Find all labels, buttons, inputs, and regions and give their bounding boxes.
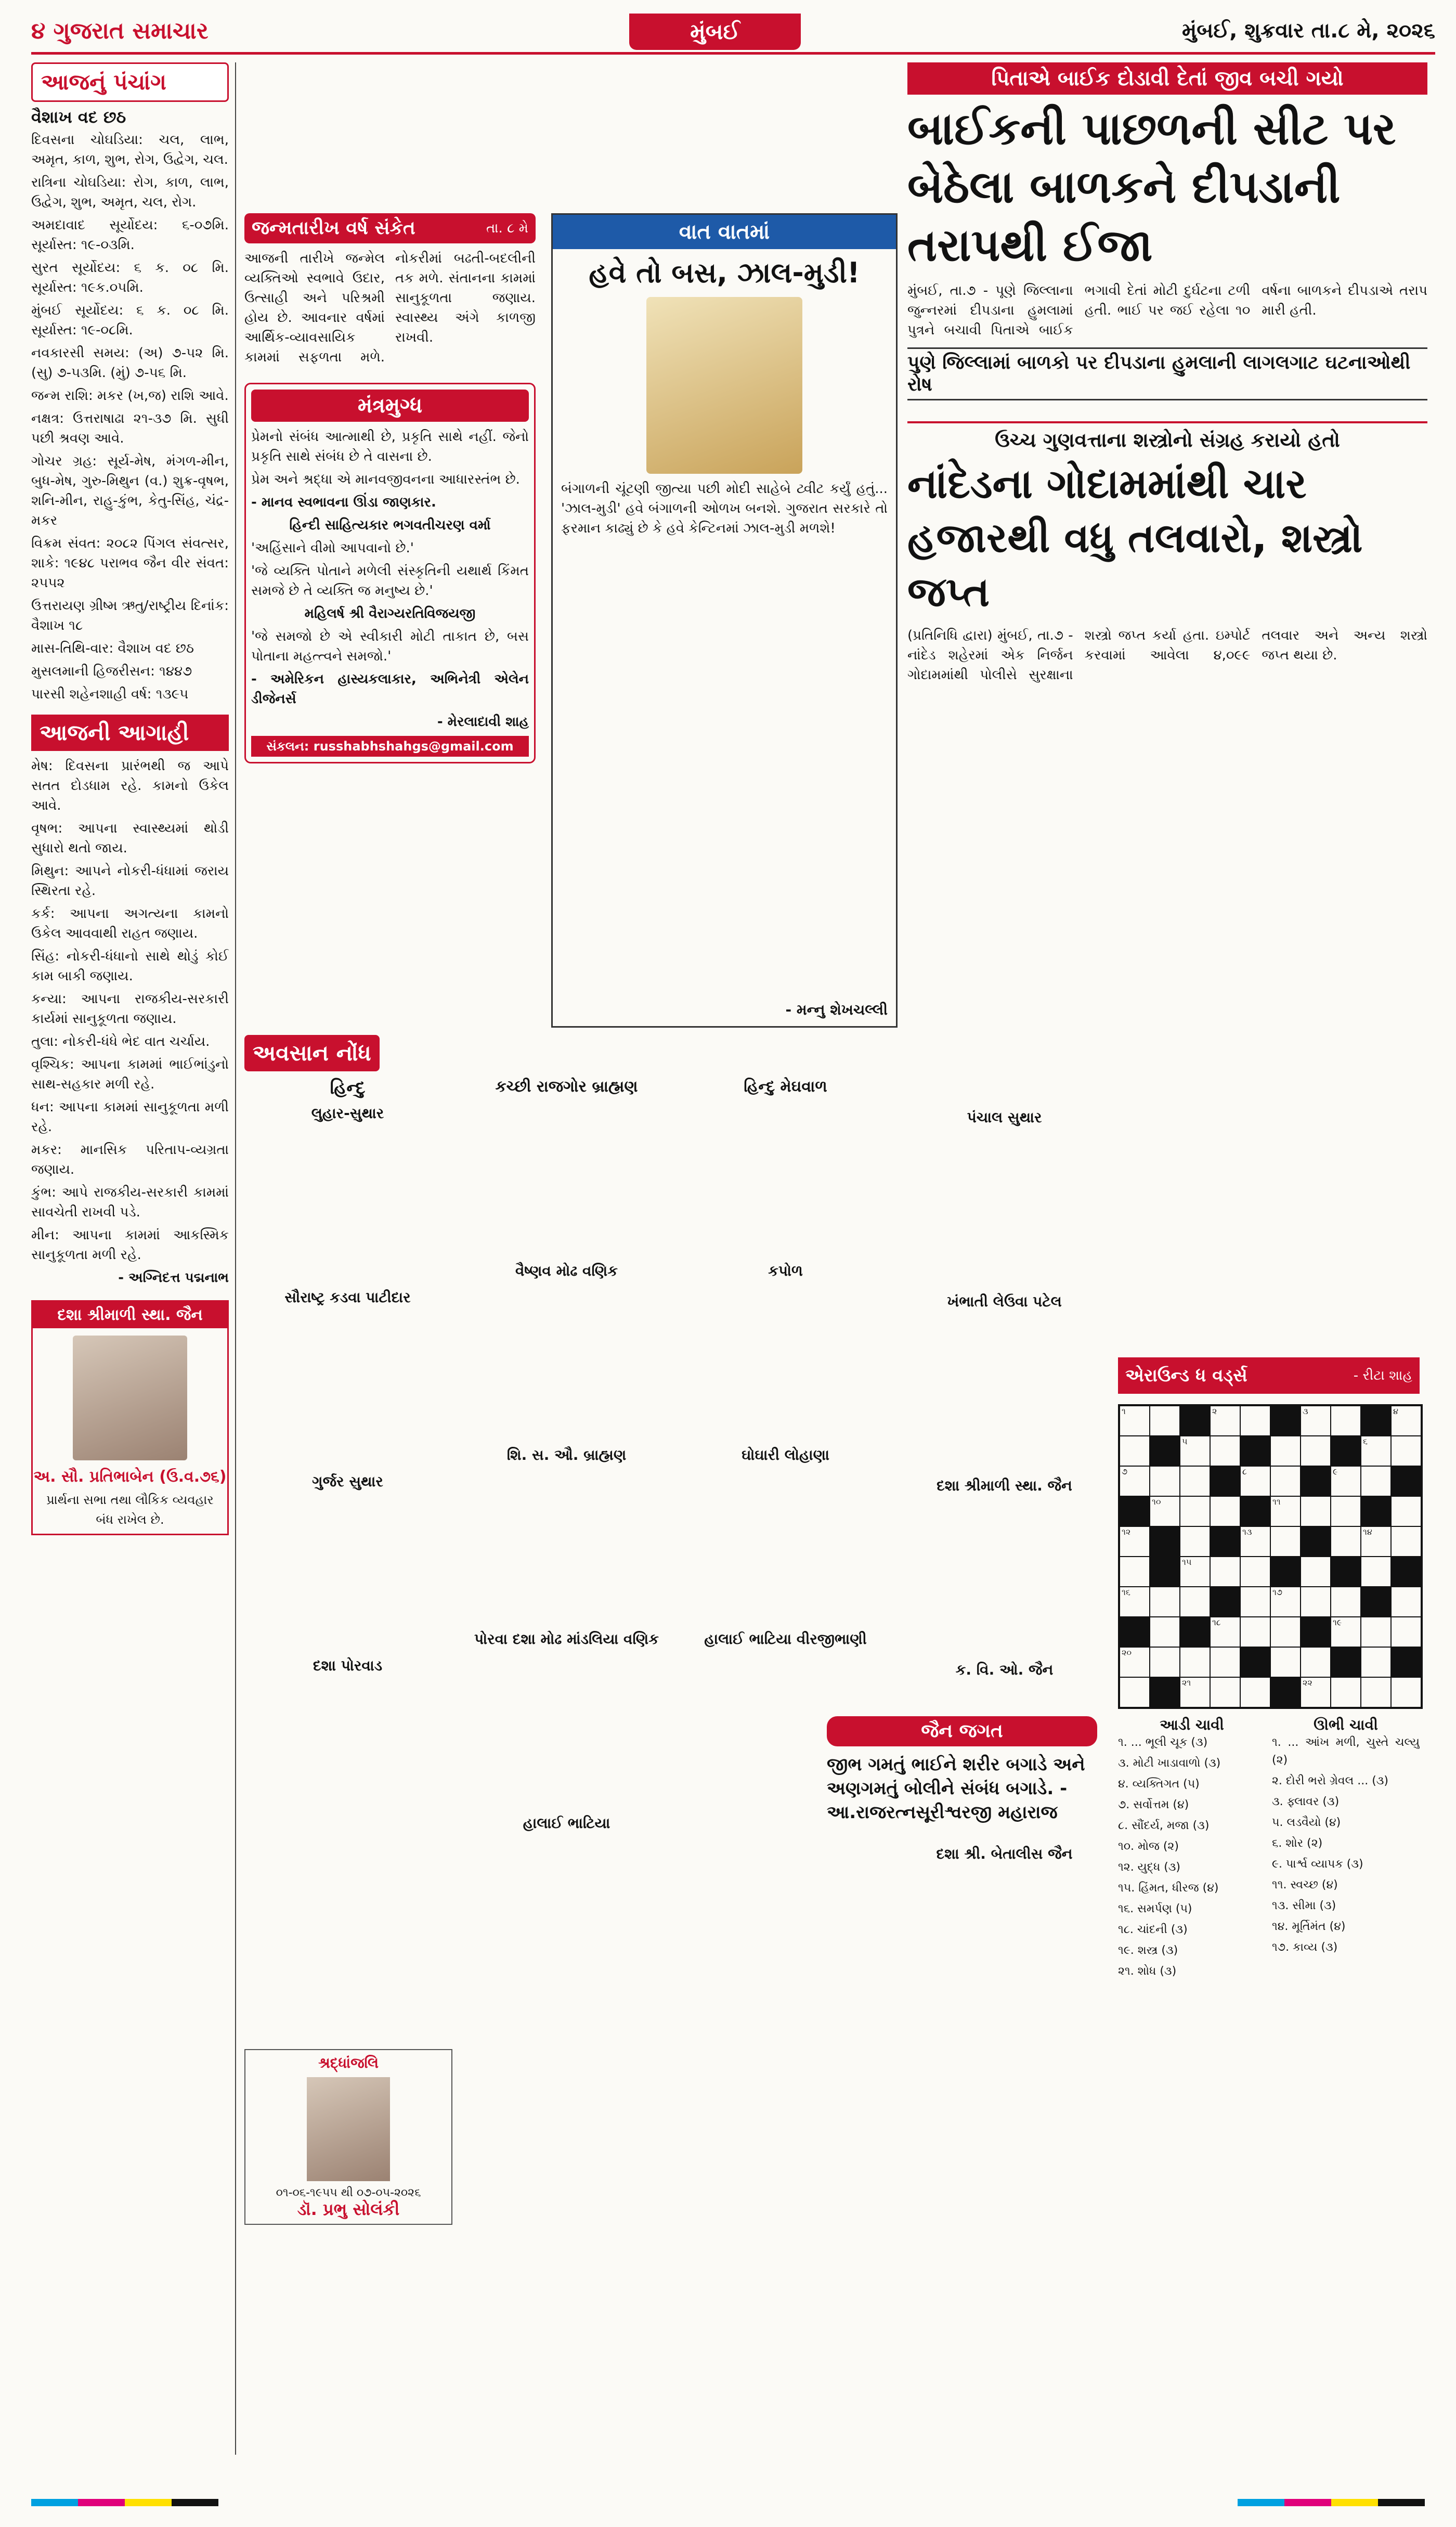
clue: ૧. ... આંખ મળી, ચુસ્તે ચલ્યુ (૨) [1272,1736,1420,1767]
quote-line: હિન્દી સાહિત્યકાર ભગવતીચરણ વર્મા [289,517,491,533]
forecast-line: તુલા: નોકરી-ધંધે ભેદ વાત ચર્ચાય. [31,1034,210,1049]
avsan-title: અવસાન નોંધ [244,1035,380,1071]
community-heading: કચ્છી રાજગોર બ્રાહ્મણ [495,1078,638,1096]
quote-line: મહિલર્ષ શ્રી વૈરાગ્યરતિવિજયજી [304,606,476,621]
community-heading: પોરવા દશા મોઢ માંડલિયા વણિક [474,1630,659,1648]
crossword-clues [1118,1716,1420,2184]
cartoon-illustration [646,297,802,474]
down-list [1272,1734,1420,1956]
clue: ૨. દોરી ભરો ગ્રેવલ ... (૩) [1272,1774,1389,1787]
panchang-line: જન્મ રાશિ: મકર (ખ,જ) રાશિ આવે. [31,388,229,404]
section-tab[interactable]: મુંબઈ [629,14,801,50]
community-heading: શિ. સ. ઔ. બ્રાહ્મણ [506,1446,627,1463]
clue: ૭. સર્વોત્તમ (૪) [1118,1798,1189,1811]
clue: ૧. ... ભૂલી ચૂક (૩) [1118,1736,1208,1749]
panchang-body [31,107,229,704]
forecast-line: મકર: માનસિક પરિતાપ-વ્યગ્રતા જણાય. [31,1142,229,1177]
down-clues [1272,1716,1420,2184]
quote-line: પ્રેમનો સંબંધ આત્માથી છે, પ્રકૃતિ સાથે નહીં. જેનો પ્રકૃતિ સાથે સંબંધ છે તે વાસના છે. [251,429,529,464]
column-left [31,62,229,2465]
lead-stories [907,62,1427,1030]
clue: ૪. વ્યક્તિગત (૫) [1118,1778,1200,1791]
across-clues [1118,1716,1266,2184]
panchang-title: આજનું પંચાંગ [31,62,229,102]
community-heading: ઘોઘારી લોહાણા [742,1446,829,1463]
page-number-title: ૪ ગુજરાત સમાચાર [31,18,209,44]
clue: ૧૩. સીમા (૩) [1272,1899,1336,1912]
panchang-line: વૈશાખ વદ છઠ [31,107,126,127]
forecast-line: કન્યા: આપના રાજકીય-સરકારી કાર્યમાં સાનુકૂળતા જણાય. [31,991,229,1027]
panchang-line: માસ-તિથિ-વાર: વૈશાખ વદ છઠ [31,641,194,656]
clue: ૫. લડવૈયો (૪) [1272,1816,1341,1829]
forecast-line: ધન: આપના કામમાં સાનુકૂળતા મળી રહે. [31,1099,229,1135]
registration-strip [31,2499,218,2506]
clue: ૧૧. સ્વચ્છ (૪) [1272,1878,1338,1891]
community-heading: ગુર્જર સુથાર [312,1473,383,1490]
mantramugdh-contact: સંકલન: russhabhshahgs@gmail.com [251,736,529,757]
janmatarikh-title: જન્મતારીખ વર્ષ સંકેત [252,217,415,239]
jain-headline: જીભ ગમતું ભાઈને શરીર બગાડે અને અણગમતું બોલીને સંબંધ બગાડે. - આ.રાજરત્નસૂરીશ્વરજી મહારાજ [827,1754,1085,1823]
community-heading: હાલાઈ ભાટિયા [523,1815,610,1832]
panchang-line: વિક્રમ સંવત: ૨૦૮૨ પિંગલ સંવત્સર, શાકે: ૧૯૪૮ પરાભવ જૈન વીર સંવત: ૨૫૫૨ [31,536,229,591]
forecast-line: વૃશ્ચિક: આપના કામમાં ભાઈભાંડુનો સાથ-સહકાર મળી રહે. [31,1057,229,1092]
panchang-line: મુસલમાની હિજરીસન: ૧૪૪૭ [31,664,192,679]
clue: ૬. શોર (૨) [1272,1837,1323,1850]
mantramugdh-box [244,383,536,763]
lead1-subhead: પુણે જિલ્લામાં બાળકો પર દીપડાના હુમલાની લાગલગાટ ઘટનાઓથી રોષ [907,347,1427,400]
vaat-signature: - મન્નુ શેખચલ્લી [785,1001,888,1018]
shradhanjali-title: શ્રદ્ધાંજલિ [318,2054,379,2071]
clue: ૩. મોટી ખાડાવાળો (૩) [1118,1757,1221,1770]
crossword-title: એરાઉન્ડ ધ વર્ડ્સ [1125,1365,1247,1386]
janmatarikh-text: આજની તારીખે જન્મેલ વ્યક્તિઓ સ્વભાવે ઉદાર, ઉત્સાહી અને પરિશ્રમી હોય છે. આવનાર વર્ષમાં આર્થિક-વ્યાવસાયિક કામમાં સફળતા મળે. નોકરીમાં બઢતી-બદલીની તક મળે. સંતાનના કામમાં સાનુકૂળતા જણાય. સ્વાસ્થ્ય અંગે કાળજી રાખવી. [244,251,536,365]
forecast-line: કર્ક: આપના અગત્યના કામનો ઉકેલ આવવાથી રાહત જણાય. [31,906,229,941]
panchang-line: પારસી શહેનશાહી વર્ષ: ૧૩૯૫ [31,686,189,702]
avsan-section-heading: હિન્દુ [330,1078,366,1098]
quote-line: - અમેરિકન હાસ્યકલાકાર, અભિનેત્રી એલેન ડીજેનર્સ [251,671,529,707]
vaat-vaatma-title: વાત વાતમાં [553,215,896,249]
forecast-line: મીન: આપના કામમાં આકસ્મિક સાનુકૂળતા મળી રહે. [31,1227,229,1263]
community-heading: દશા શ્રી. બેતાલીસ જૈન [936,1845,1073,1862]
community-heading: દશા પોરવાડ [313,1657,383,1674]
issue-date: મુંબઈ, શુક્રવાર તા.૮ મે, ૨૦૨૬ [1181,19,1435,43]
forecast-title: આજની આગાહી [31,715,229,751]
mantramugdh-title: મંત્રમુગ્ધ [251,390,529,422]
obituary-name: અ. સૌ. પ્રતિભાબેન (ઉ.વ.૭૬) [33,1468,227,1486]
forecast-line: કુંભ: આપે રાજકીય-સરકારી કામમાં સાવચેતી રાખવી પડે. [31,1185,229,1220]
lead2-headline: નાંદેડના ગોદામમાંથી ચાર હજારથી વધુ તલવારો, શસ્ત્રો જપ્ત [907,461,1363,616]
panchang-line: દિવસના ચોઘડિયા: ચલ, લાભ, અમૃત, કાળ, શુભ, રોગ, ઉદ્વેગ, ચલ. [31,132,229,167]
shradhanjali-dates: ૦૧-૦૬-૧૯૫૫ થી ૦૭-૦૫-૨૦૨૬ [276,2186,421,2199]
panchang-line: રાત્રિના ચોઘડિયા: રોગ, કાળ, લાભ, ઉદ્વેગ, શુભ, અમૃત, ચલ, રોગ. [31,175,229,210]
forecast-line: વૃષભ: આપના સ્વાસ્થ્યમાં થોડી સુધારો થતો જાય. [31,821,229,856]
registration-strip [1238,2499,1425,2506]
jain-jagat [827,1716,1097,2444]
lead2-kicker: ઉચ્ચ ગુણવત્તાના શસ્ત્રોનો સંગ્રહ કરાયો હતો [995,429,1340,451]
across-list [1118,1734,1266,1980]
avsan-col [244,1078,451,1863]
forecast-author: - અગ્નિદત્ત પદ્મનાભ [118,1270,229,1286]
across-heading: આડી ચાવી [1160,1716,1224,1733]
mantramugdh-body [251,427,529,732]
quote-line: - મેરલાદાવી શાહ [437,714,529,730]
vaat-headline: હવે તો બસ, ઝાલ-મુડી! [589,256,860,289]
lead1-body: મુંબઈ, તા.૭ - પૂણે જિલ્લાના જુન્નરમાં દીપડાના હુમલામાં પુત્રને બચાવી પિતાએ બાઈક ભગાવી દેતાં મોટી દુર્ઘટના ટળી હતી. ભાઈ પર જઈ રહેલા ૧૦ વર્ષના બાળકને દીપડાએ તરાપ મારી હતી. [907,283,1427,338]
panchang-line: નક્ષત્ર: ઉત્તરાષાઢા ૨૧-૩૭ મિ. સુધી પછી શ્રવણ આવે. [31,411,229,446]
vaat-vaatma-box [551,213,898,1028]
lead2-body: (પ્રતિનિધિ દ્વારા) મુંબઈ, તા.૭ - નાંદેડ શહેરમાં એક નિર્જન ગોદામમાંથી પોલીસે સુરક્ષાના શસ્ત્રો જપ્ત કર્યા હતા. ઇમ્પોર્ટ કરવામાં આવેલા ૪,૦૯૯ તલવાર અને અન્ય શસ્ત્રો જપ્ત થયા છે. [907,628,1427,683]
clue: ૧૬. સમર્પણ (૫) [1118,1902,1192,1915]
avsan-col [463,1078,670,1863]
masthead [31,14,1435,55]
panchang-line: સુરત સૂર્યોદય: ૬ ક. ૦૮ મિ. સૂર્યાસ્ત: ૧૯ક.૦૫મિ. [31,260,229,295]
community-heading: વૈષ્ણવ મોઢ વણિક [515,1262,618,1279]
clue: ૧૯. શસ્ત્ર (૩) [1118,1944,1178,1957]
shradhanjali-box [244,2049,452,2225]
panchang-line: અમદાવાદ સૂર્યોદય: ૬-૦૭મિ. સૂર્યાસ્ત: ૧૯-૦૩મિ. [31,217,229,253]
column-divider [235,62,236,2455]
clue: ૧૫. હિંમત, ધીરજ (૪) [1118,1882,1219,1895]
janmatarikh-box [244,213,536,973]
quote-line: 'જે વ્યક્તિ પોતાને મળેલી સંસ્કૃતિની યથાર્થ કિંમત સમજે છે તે વ્યક્તિ જ મનુષ્ય છે.' [251,563,529,599]
lead1-headline: બાઈકની પાછળની સીટ પર બેઠેલા બાળકને દીપડાની તરાપથી ઈજા [907,103,1396,271]
janmatarikh-header [244,213,536,243]
panchang-line: નવકારસી સમય: (અ) ૭-૫૨ મિ. (સુ) ૭-૫૩મિ. (મું) ૭-૫૬ મિ. [31,345,229,381]
clue: ૨૧. શોધ (૩) [1118,1965,1177,1978]
vaat-body: બંગાળની ચૂંટણી જીત્યા પછી મોદી સાહેબે ટ્વીટ કર્યું હતું... 'ઝાલ-મુડી' હવે બંગાળની ઓળખ બનશે. ગુજરાત સરકારે તો ફરમાન કાઢ્યું છે કે હવે કેન્ટિનમાં ઝાલ-મુડી મળશે! [561,481,888,536]
community-heading: લુહાર-સુથાર [311,1105,384,1122]
jain-jagat-title: જૈન જગત [827,1716,1097,1746]
clue: ૩. ફ્લાવર (૩) [1272,1795,1340,1808]
community-heading: દશા શ્રીમાળી સ્થા. જૈન [937,1477,1072,1494]
panchang-line: ઉત્તરાયણ ગ્રીષ્મ ઋતુ/રાષ્ટ્રીય દિનાંક: વૈશાખ ૧૮ [31,598,229,633]
crossword-grid[interactable]: ૧ ૨ ૩ ૪ ૫ ૬ ૭ ૮ ૯ ૧૦ ૧૧ ૧૨ ૧૩ ૧૪ ૧૫ ૧૬ ૧૭ ૧૮ ૧૯ ૨૦ ૨૧ ૨૨ [1118,1404,1423,1709]
panchang-line: મુંબઈ સૂર્યોદય: ૬ ક. ૦૮ મિ. સૂર્યાસ્ત: ૧૯-૦૮મિ. [31,303,229,338]
forecast-line: મેષ: દિવસના પ્રારંભથી જ આપે સતત દોડધામ રહે. કામનો ઉકેલ આવે. [31,758,229,813]
forecast-line: સિંહ: નોકરી-ધંધાનો સાથે થોડું કોઈ કામ બાકી જણાય. [31,949,229,984]
clue: ૧૨. યુદ્ધ (૩) [1118,1861,1181,1874]
obituary-footer: પ્રાર્થના સભા તથા લૌકિક વ્યવહાર બંધ રાખેલ છે. [46,1493,214,1527]
community-heading: ક. વિ. ઓ. જૈન [955,1661,1054,1678]
community-heading: સૌરાષ્ટ્ર કડવા પાટીદાર [284,1289,411,1306]
clue: ૮. સૌંદર્ય, મજા (૩) [1118,1819,1210,1832]
obituary-box-title: દશા શ્રીમાળી સ્થા. જૈન [33,1302,227,1328]
crossword-header [1118,1357,1420,1394]
community-heading: ખંભાતી લેઉવા પટેલ [947,1293,1062,1310]
lead2 [907,421,1427,685]
forecast-line: મિથુન: આપને નોકરી-ધંધામાં જરાય સ્થિરતા રહે. [31,863,229,899]
clue: ૯. પાર્શ્વ વ્યાપક (૩) [1272,1858,1363,1871]
clue: ૧૪. મૂર્તિમંત (૪) [1272,1920,1346,1933]
janmatarikh-date: તા. ૮ મે [486,220,528,236]
community-heading: કપોળ [768,1262,803,1279]
clue: ૧૦. મોજ (૨) [1118,1840,1179,1853]
community-heading: પંચાલ સુથાર [967,1109,1042,1126]
obituary-photo [73,1336,187,1460]
down-heading: ઊભી ચાવી [1314,1716,1378,1733]
community-heading: હાલાઈ ભાટિયા વીરજીભાણી [704,1630,867,1648]
quote-line: - માનવ સ્વભાવના ઊંડા જાણકાર. [251,495,436,510]
crossword-author: - રીટા શાહ [1353,1367,1412,1383]
community-heading: હિન્દુ મેઘવાળ [744,1078,827,1096]
clue: ૧૭. કાવ્ય (૩) [1272,1941,1338,1954]
forecast-body [31,756,229,1288]
quote-line: પ્રેમ અને શ્રદ્ધા એ માનવજીવનના આધારસ્તંભ છે. [251,472,520,487]
lead1-kicker: પિતાએ બાઈક દોડાવી દેતાં જીવ બચી ગયો [907,62,1427,95]
shradhanjali-photo [307,2077,390,2181]
obituary-box [31,1300,229,1535]
quote-line: 'અહિંસાને વીમો આપવાનો છે.' [251,540,414,556]
shradhanjali-name: ડૉ. પ્રભુ સોલંકી [297,2199,400,2219]
panchang-line: ગોચર ગ્રહ: સૂર્ય-મેષ, મંગળ-મીન, બુધ-મેષ, ગુરુ-મિથુન (વ.) શુક્ર-વૃષભ, શનિ-મીન, રાહુ-કુંભ, કેતુ-સિંહ, ચંદ્ર-મકર [31,453,229,528]
clue: ૧૮. ચાંદની (૩) [1118,1923,1188,1936]
quote-line: 'જે સમજો છે એ સ્વીકારી મોટી તાકાત છે, બસ પોતાના મહત્ત્વને સમજો.' [251,629,529,664]
